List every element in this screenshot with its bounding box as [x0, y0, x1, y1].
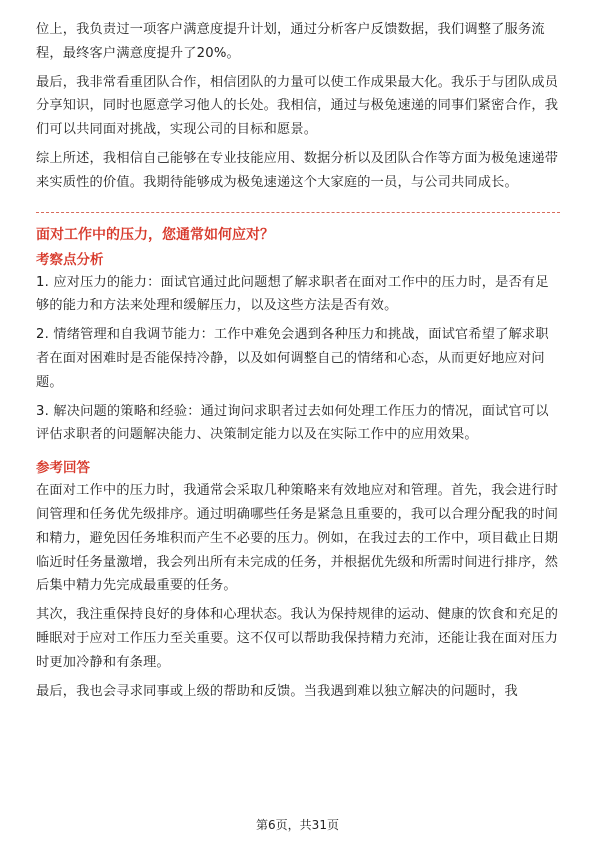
reference-paragraph: 最后，我也会寻求同事或上级的帮助和反馈。当我遇到难以独立解决的问题时，我 [36, 683, 518, 699]
page-number: 第6页，共31页 [256, 818, 339, 832]
analysis-heading: 考察点分析 [36, 251, 104, 268]
analysis-item: 2. 情绪管理和自我调节能力：工作中难免会遇到各种压力和挑战，面试官希望了解求职者在面对困难时是否能保持冷静，以及如何调整自己的情绪和心态，从而更好地应对问题。 [36, 327, 549, 390]
analysis-item: 1. 应对压力的能力：面试官通过此问题想了解求职者在面对工作中的压力时，是否有足够的能力和方法来处理和缓解压力，以及这些方法是否有效。 [36, 274, 549, 314]
intro-section [36, 18, 560, 195]
reference-paragraph: 其次，我注重保持良好的身体和心理状态。我认为保持规律的运动、健康的饮食和充足的睡眠对于应对工作压力至关重要。这不仅可以帮助我保持精力充沛，还能让我在面对压力时更加冷静和有条理。 [36, 607, 559, 670]
intro-paragraph: 综上所述，我相信自己能够在专业技能应用、数据分析以及团队合作等方面为极兔速递带来实质性的价值。我期待能够成为极兔速递这个大家庭的一员，与公司共同成长。 [36, 150, 559, 190]
analysis-item: 3. 解决问题的策略和经验：通过询问求职者过去如何处理工作压力的情况，面试官可以评估求职者的问题解决能力、决策制定能力以及在实际工作中的应用效果。 [36, 403, 549, 443]
reference-paragraph: 在面对工作中的压力时，我通常会采取几种策略来有效地应对和管理。首先，我会进行时间管理和任务优先级排序。通过明确哪些任务是紧急且重要的，我可以合理分配我的时间和精力，避免因任务堆积而产生不必要的压力。例如，在我过去的工作中，项目截止日期临近时任务量激增，我会列出所有未完成的任务，并根据优先级和所需时间进行排序，然后集中精力先完成最重要的任务。 [36, 483, 559, 594]
reference-heading: 参考回答 [36, 460, 90, 477]
section-divider [36, 212, 560, 213]
page-content [36, 18, 560, 703]
reference-answer [36, 479, 560, 703]
intro-paragraph: 位上，我负责过一项客户满意度提升计划，通过分析客户反馈数据，我们调整了服务流程，最终客户满意度提升了20%。 [36, 22, 545, 61]
question-title: 面对工作中的压力，您通常如何应对？ [36, 226, 274, 243]
analysis-list [36, 271, 560, 448]
intro-paragraph: 最后，我非常看重团队合作，相信团队的力量可以使工作成果最大化。我乐于与团队成员分享知识，同时也愿意学习他人的长处。我相信，通过与极兔速递的同事们紧密合作，我们可以共同面对挑战，实现公司的目标和愿景。 [36, 74, 559, 138]
